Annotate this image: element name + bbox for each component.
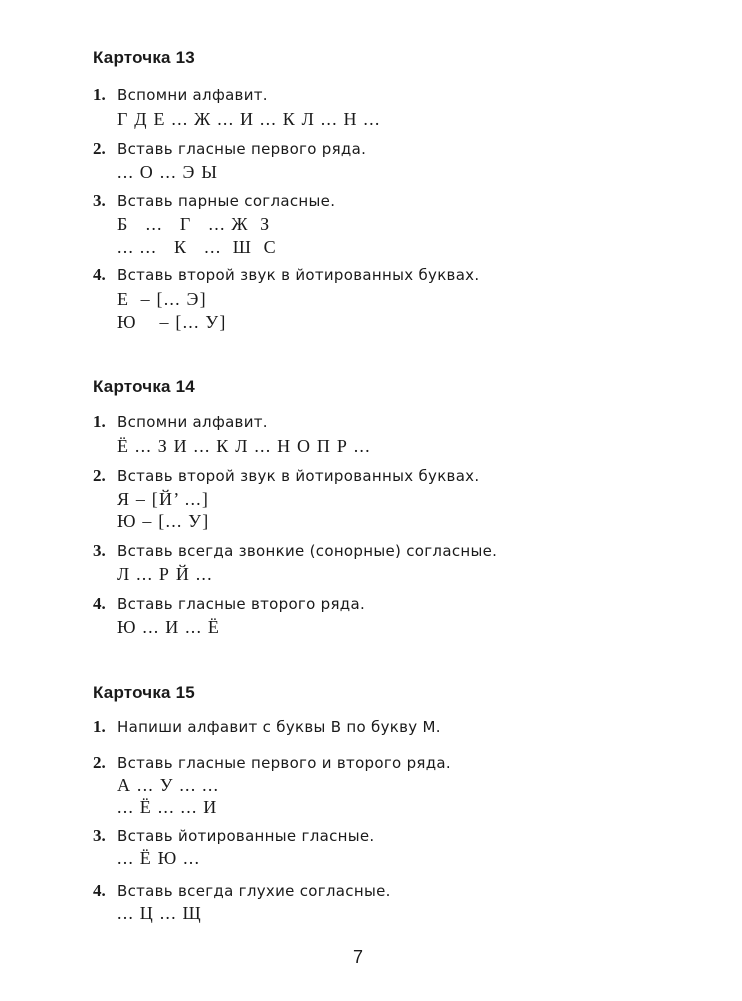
card-14-task-3-answer: Л ... Р Й ... bbox=[117, 564, 213, 584]
card-13-task-4-text: Вставь второй звук в йотированных буквах. bbox=[117, 266, 480, 284]
card-13-task-1-number: 1. bbox=[93, 85, 106, 104]
card-13-task-4-answer-line-2: Ю – [... У] bbox=[117, 312, 227, 332]
card-14-task-4-number: 4. bbox=[93, 594, 106, 613]
card-14-task-3-number: 3. bbox=[93, 541, 106, 560]
card-14-task-1-answer: Ё ... З И ... К Л ... Н О П Р ... bbox=[117, 436, 371, 456]
card-14-task-2-answer-line-1: Я – [Й’ ...] bbox=[117, 489, 210, 509]
card-13-title: Карточка 13 bbox=[93, 48, 195, 67]
card-15-task-4-answer: ... Ц ... Щ bbox=[117, 903, 202, 923]
card-15-task-2-answer-line-2: ... Ё ... ... И bbox=[117, 797, 218, 817]
card-13-task-4-answer-line-1: Е – [... Э] bbox=[117, 289, 207, 309]
card-15-task-3-text: Вставь йотированные гласные. bbox=[117, 827, 375, 845]
card-13-task-2-number: 2. bbox=[93, 139, 106, 158]
card-14-task-4-answer: Ю ... И ... Ё bbox=[117, 617, 221, 637]
card-15-task-4-text: Вставь всегда глухие согласные. bbox=[117, 882, 391, 900]
card-13-task-1-answer: Г Д Е ... Ж ... И ... К Л ... Н ... bbox=[117, 109, 381, 129]
card-13-task-3-number: 3. bbox=[93, 191, 106, 210]
card-14-task-2-answer-line-2: Ю – [... У] bbox=[117, 511, 210, 531]
card-13-task-3-text: Вставь парные согласные. bbox=[117, 192, 336, 210]
card-13-task-4-number: 4. bbox=[93, 265, 106, 284]
card-14-task-3-text: Вставь всегда звонкие (сонорные) согласные. bbox=[117, 542, 498, 560]
card-13-task-2-text: Вставь гласные первого ряда. bbox=[117, 140, 367, 158]
card-15-title: Карточка 15 bbox=[93, 683, 195, 702]
card-14-task-2-text: Вставь второй звук в йотированных буквах. bbox=[117, 467, 480, 485]
card-15-task-3-number: 3. bbox=[93, 826, 106, 845]
card-15-task-1-number: 1. bbox=[93, 717, 106, 736]
card-15-task-2-answer-line-1: А ... У ... ... bbox=[117, 775, 220, 795]
card-14-task-2-number: 2. bbox=[93, 466, 106, 485]
card-14-task-4-text: Вставь гласные второго ряда. bbox=[117, 595, 366, 613]
card-14-title: Карточка 14 bbox=[93, 377, 195, 396]
card-15-task-4-number: 4. bbox=[93, 881, 106, 900]
card-15-task-2-text: Вставь гласные первого и второго ряда. bbox=[117, 754, 451, 772]
card-13-task-3-answer-line-2: ... ... К ... Ш С bbox=[117, 237, 277, 257]
page-number: 7 bbox=[353, 947, 364, 967]
card-14-task-1-number: 1. bbox=[93, 412, 106, 431]
card-15-task-2-number: 2. bbox=[93, 753, 106, 772]
card-13-task-3-answer-line-1: Б ... Г ... Ж З bbox=[117, 214, 271, 234]
card-15-task-1-text: Напиши алфавит с буквы В по букву М. bbox=[117, 718, 441, 736]
card-13-task-1-text: Вспомни алфавит. bbox=[117, 86, 268, 104]
card-14-task-1-text: Вспомни алфавит. bbox=[117, 413, 268, 431]
card-15-task-3-answer: ... Ё Ю ... bbox=[117, 848, 201, 868]
card-13-task-2-answer: ... О ... Э Ы bbox=[117, 162, 219, 182]
